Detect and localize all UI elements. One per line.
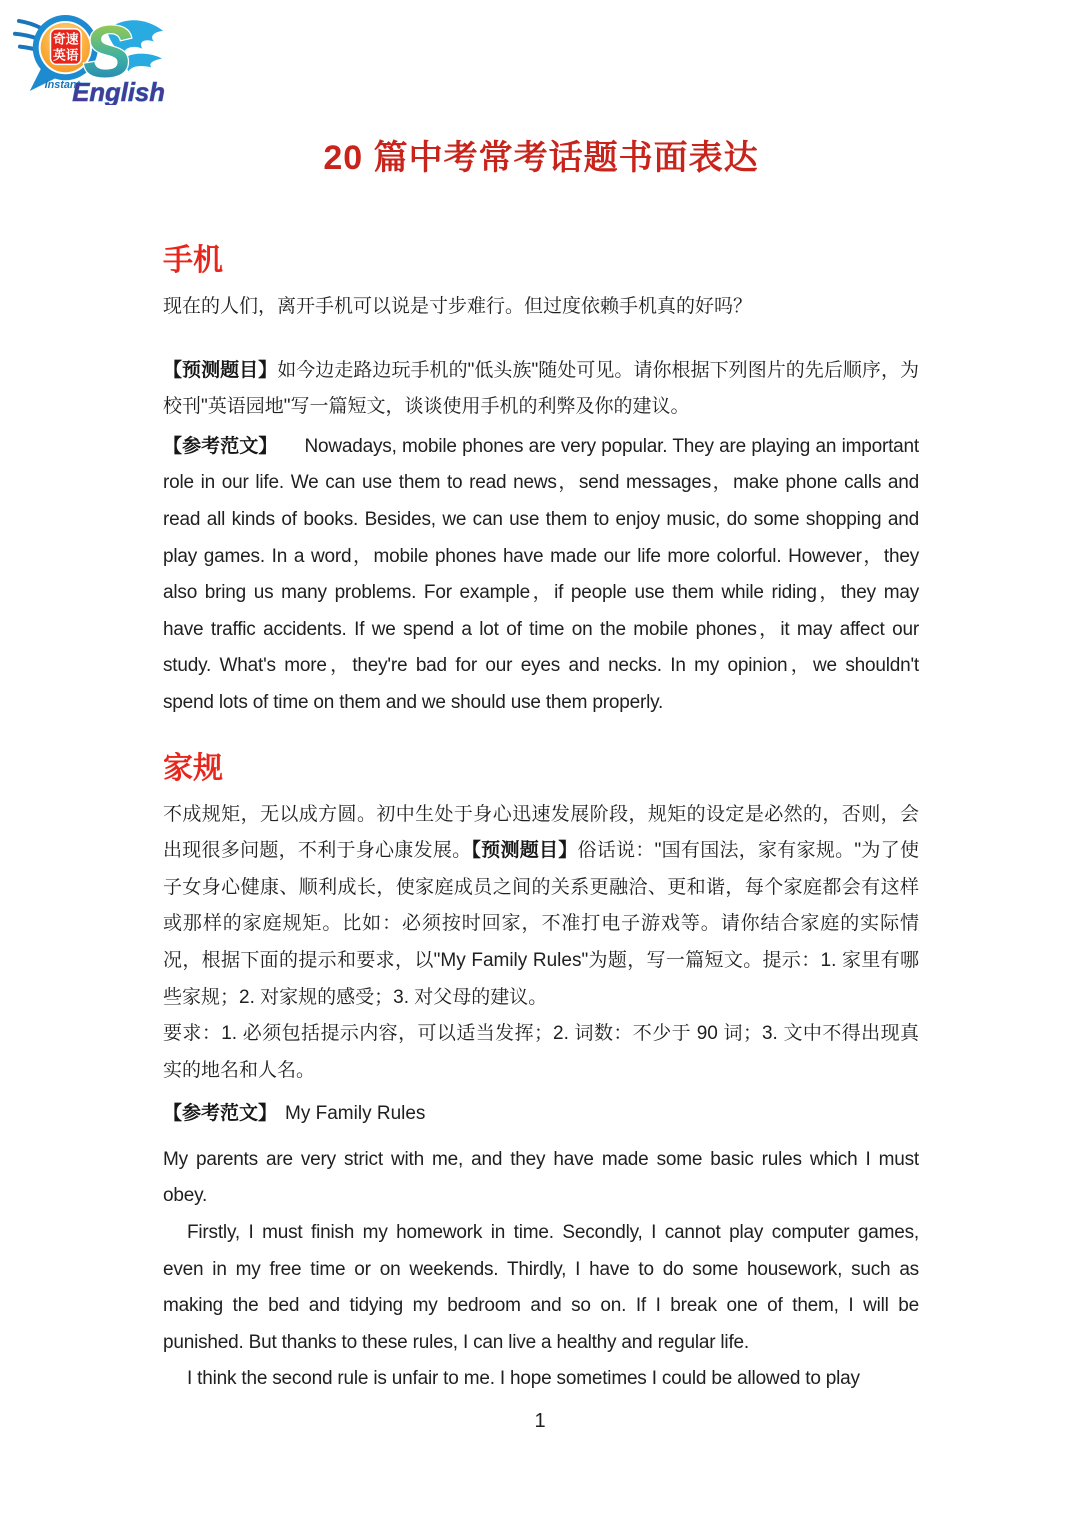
section-heading-family-rules: 家规 xyxy=(163,751,223,785)
family-essay-paragraph-1: My parents are very strict with me, and they have made some basic rules which I must obey. xyxy=(163,1148,919,1207)
logo-instant-text: Instant xyxy=(44,79,81,92)
logo-badge-text-1: 奇速 xyxy=(52,31,79,47)
requirements-text: 要求：1. 必须包括提示内容，可以适当发挥；2. 词数：不少于 90 词；3. 文中不得出现真实的地名和人名。 xyxy=(163,1023,919,1081)
prediction-label: 【预测题目】 xyxy=(471,840,578,862)
logo-letter-s: S xyxy=(83,12,132,94)
brand-logo-graphic xyxy=(12,6,170,105)
prediction-text: 俗话说："国有国法，家有家规。"为了使子女身心健康、顺利成长，使家庭成员之间的关系更融洽、更和谐，每个家庭都会有这样或那样的家庭规矩。比如：必须按时回家，不准打电子游戏等。请你结合家庭的实际情况，根据下面的提示和要求，以"My Family Rules"为题，写一篇短文。提示：1. 家里有哪些家规；2. 对家规的感受；3. 对父母的建议。 xyxy=(163,840,919,1008)
mobile-prediction-paragraph xyxy=(163,353,919,426)
document-content xyxy=(163,0,919,1398)
logo-badge-text-2: 英语 xyxy=(52,47,79,63)
logo-english-text: English xyxy=(72,78,165,105)
section-family-rules xyxy=(163,750,919,1399)
family-rules-intro-text: 不成规矩，无以成方圆。初中生处于身心迅速发展阶段，规矩的设定是必然的，否则，会出现很多问题，不利于身心康发展。 xyxy=(163,803,919,862)
section-mobile-phones xyxy=(163,242,919,722)
family-essay-paragraph-3: I think the second rule is unfair to me. I hope sometimes I could be allowed to play xyxy=(187,1368,860,1390)
brand-logo xyxy=(12,6,172,106)
essay-title: My Family Rules xyxy=(285,1103,426,1125)
sample-essay-text: Nowadays, mobile phones are very popular. They are playing an important role in our life. We can use them to read news，send messages，make phone calls and read all kinds of books. Besides, we can use them to enjoy music, do some shopping and play games. In a word，mobile phones have made our life more colorful. However，they also bring us many problems. For example，if people use them while riding，they may have traffic accidents. If we spend a lot of time on the mobile phones，it may affect our study. What's more，they're bad for our eyes and necks. In my opinion，we shouldn't spend lots of time on them and we should use them properly. xyxy=(163,435,919,713)
mobile-intro-text: 现在的人们，离开手机可以说是寸步难行。但过度依赖手机真的好吗？ xyxy=(163,296,753,317)
section-heading-mobile: 手机 xyxy=(163,244,223,277)
prediction-text: 如今边走路边玩手机的"低头族"随处可见。请你根据下列图片的先后顺序，为校刊"英语园地"写一篇短文，谈谈使用手机的利弊及你的建议。 xyxy=(163,359,919,418)
family-essay-paragraph-2: Firstly, I must finish my homework in time. Secondly, I cannot play computer games, even in my free time or on weekends. Thirdly, I have to do some housework, such as making the bed and tidying my bedroom and so on. If I break one of them, I will be punished. But thanks to these rules, I can live a healthy and regular life. xyxy=(163,1222,919,1353)
mobile-essay-paragraph xyxy=(163,429,919,722)
family-rules-main-paragraph xyxy=(163,797,919,1017)
family-essay-title-paragraph xyxy=(163,1096,919,1133)
prediction-label: 【预测题目】 xyxy=(163,359,278,381)
sample-essay-label: 【参考范文】 xyxy=(163,1103,278,1125)
sample-essay-label: 【参考范文】 xyxy=(163,435,278,457)
page-number: 1 xyxy=(534,1410,546,1432)
document-title: 20 篇中考常考话题书面表达 xyxy=(323,139,759,177)
